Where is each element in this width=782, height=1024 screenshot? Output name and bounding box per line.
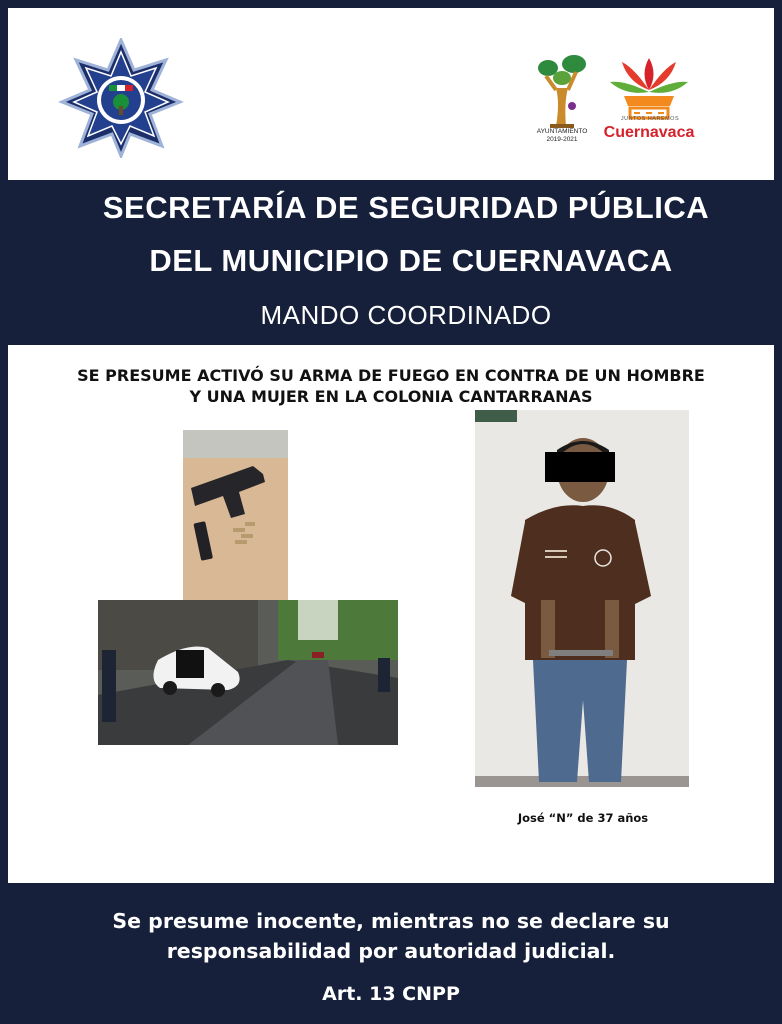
- footer-article: Art. 13 CNPP: [322, 983, 460, 1005]
- headline-line-2: Y UNA MUJER EN LA COLONIA CANTARRANAS: [189, 387, 593, 406]
- suspect-photo: [475, 410, 689, 787]
- crime-scene-photo: [98, 600, 398, 745]
- police-star-icon: [58, 38, 184, 158]
- cuernavaca-wordmark: Cuernavaca: [603, 124, 695, 141]
- ayuntamiento-label: [524, 128, 600, 144]
- ayuntamiento-years: 2019-2021: [546, 136, 578, 143]
- cuernavaca-slogan: JUNTOS HAREMOS: [620, 116, 680, 122]
- header-line-3: MANDO COORDINADO: [260, 300, 552, 330]
- ayuntamiento-text: AYUNTAMIENTO: [536, 128, 588, 135]
- header-line-2: DEL MUNICIPIO DE CUERNAVACA: [149, 243, 673, 278]
- headline: [8, 365, 774, 407]
- suspect-caption: José “N” de 37 años: [517, 811, 649, 825]
- footer-line-2: responsabilidad por autoridad judicial.: [166, 939, 616, 963]
- evidence-gun-photo: [183, 430, 288, 600]
- headline-line-1: SE PRESUME ACTIVÓ SU ARMA DE FUEGO EN CONTRA DE UN HOMBRE: [77, 366, 705, 385]
- header-line-1: SECRETARÍA DE SEGURIDAD PÚBLICA: [102, 190, 710, 225]
- content-panel: [8, 345, 774, 883]
- footer-line-1: Se presume inocente, mientras no se declare su: [112, 909, 670, 933]
